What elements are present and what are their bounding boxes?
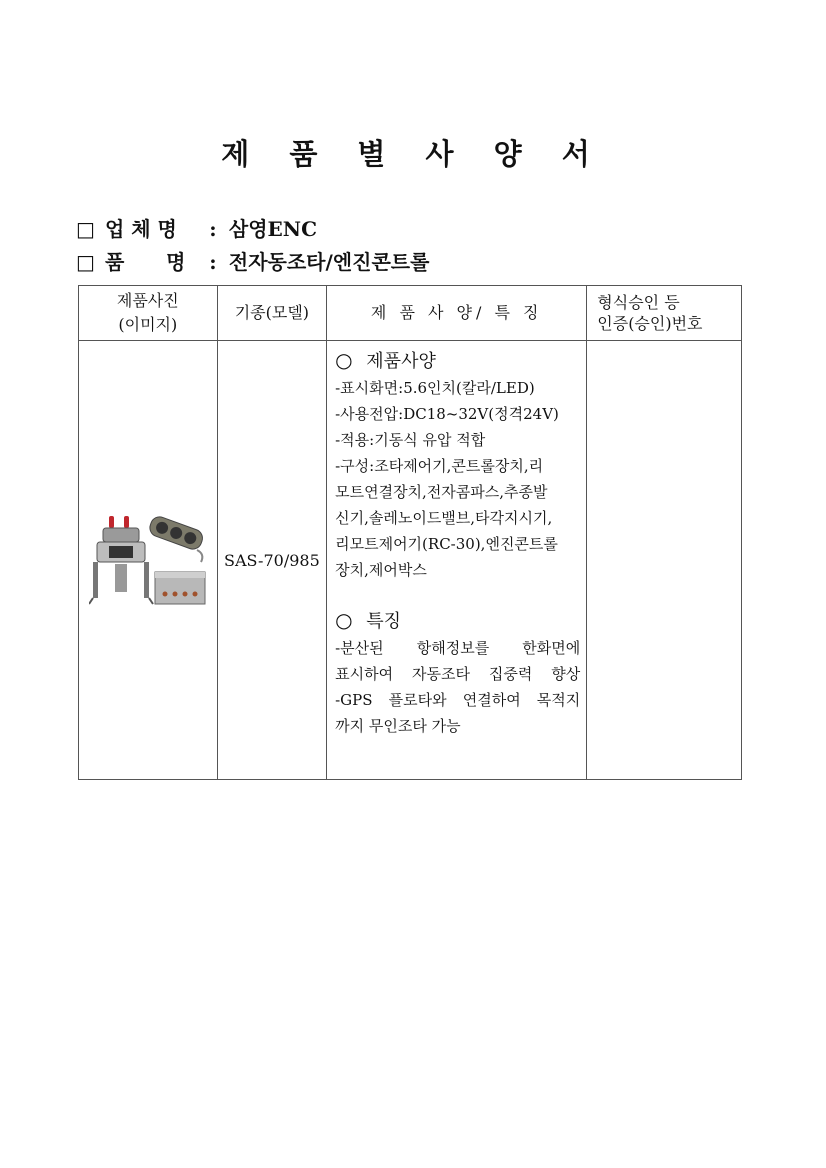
header-photo	[79, 286, 218, 341]
steering-control-unit-image	[89, 514, 207, 606]
product-line	[76, 246, 429, 275]
feature-line: 까지 무인조타 가능	[335, 717, 461, 735]
product-name: 전자동조타/엔진콘트롤	[228, 250, 430, 274]
feature-section-head	[335, 605, 580, 635]
spec-table	[78, 285, 742, 780]
spec-section-title: 제품사양	[366, 351, 436, 372]
header-cert-line1: 형식승인 등	[597, 293, 680, 312]
header-spec: 제 품 사 양/ 특 징	[327, 286, 587, 341]
product-colon: :	[209, 250, 217, 274]
model-cell: SAS-70/985	[217, 341, 326, 780]
spec-line: -사용전압:DC18~32V(정격24V)	[335, 405, 559, 423]
product-label: 품 명	[104, 250, 186, 274]
spec-line: 신기,솔레노이드밸브,타각지시기,	[335, 509, 553, 527]
spec-line: 리모트제어기(RC-30),엔진콘트롤	[335, 535, 558, 553]
feature-line: -GPS 플로타와 연결하여 목적지	[335, 691, 581, 709]
spec-section-head	[335, 345, 580, 375]
product-photo-cell	[79, 341, 218, 780]
spec-line: 모트연결장치,전자콤파스,추종발	[335, 483, 548, 501]
cert-cell	[587, 341, 742, 780]
circle-bullet-icon: ○	[335, 608, 353, 632]
feature-line: 표시하여 자동조타 집중력 향상	[335, 665, 581, 683]
checkbox-icon: □	[76, 250, 95, 274]
feature-line: -분산된 항해정보를 한화면에	[335, 639, 581, 657]
table-row	[79, 341, 742, 780]
spec-cell	[327, 341, 587, 780]
header-photo-line2: (이미지)	[118, 315, 178, 334]
company-label: 업 체 명	[104, 217, 177, 241]
checkbox-icon: □	[76, 217, 95, 241]
spec-line: -구성:조타제어기,콘트롤장치,리	[335, 457, 544, 475]
header-cert-line2: 인증(승인)번호	[597, 314, 703, 333]
spec-line: -적용:기동식 유압 적합	[335, 431, 486, 449]
page-title: 제 품 별 사 양 서	[221, 137, 605, 171]
header-photo-line1: 제품사진	[116, 291, 179, 310]
spec-line: 장치,제어박스	[335, 561, 427, 579]
company-name: 삼영ENC	[228, 217, 317, 241]
header-cert	[587, 286, 742, 341]
header-model: 기종(모델)	[217, 286, 326, 341]
feature-section-title: 특징	[366, 611, 402, 632]
circle-bullet-icon: ○	[335, 348, 353, 372]
table-header-row	[79, 286, 742, 341]
company-colon: :	[209, 217, 217, 241]
company-line	[76, 213, 317, 242]
spec-line: -표시화면:5.6인치(칼라/LED)	[335, 379, 535, 397]
